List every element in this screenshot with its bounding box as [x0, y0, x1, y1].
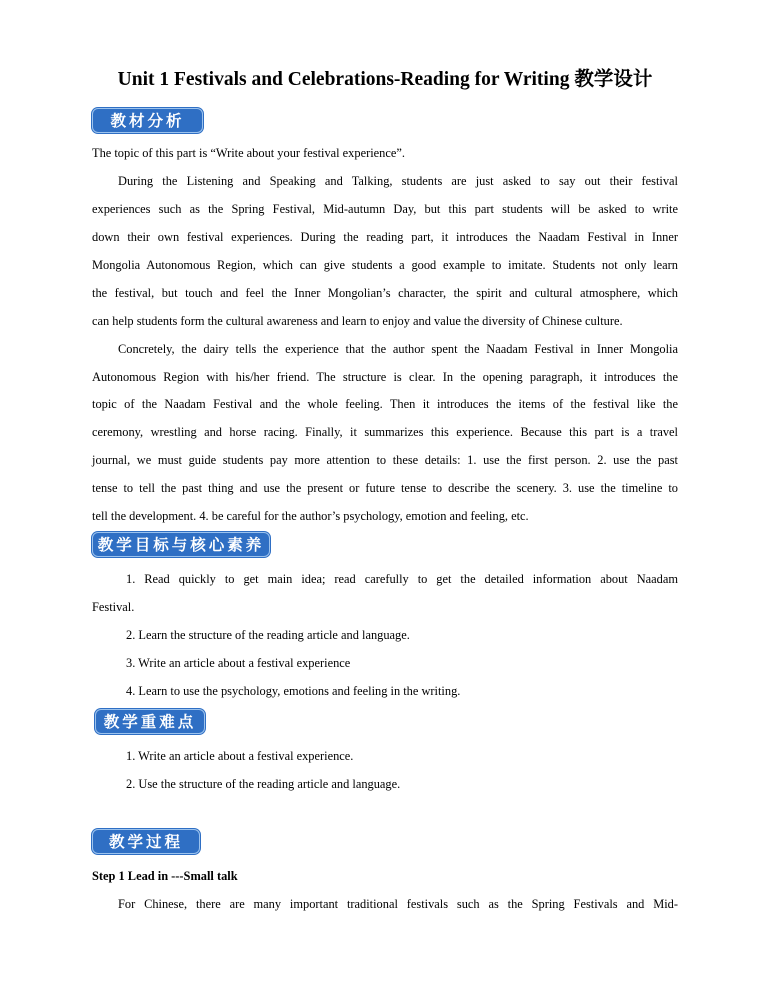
analysis-p1-line4: Mongolia Autonomous Region, which can give students a good example to imitate. Students not only learn	[92, 258, 678, 272]
analysis-p2-line3: topic of the Naadam Festival and the whole feeling. Then it introduces the items of the festival like the	[92, 397, 678, 411]
objective-item-1-line1: 1. Read quickly to get main idea; read carefully to get the detailed information about Naadam	[126, 572, 678, 586]
analysis-p2-line4: ceremony, wrestling and horse racing. Finally, it summarizes this experience. Because this part is a travel	[92, 425, 678, 439]
key-point-item-2: 2. Use the structure of the reading article and language.	[126, 777, 401, 791]
analysis-p2-line6: tense to tell the past thing and use the present or future tense to describe the scenery. 3. use the timeline to	[92, 481, 678, 495]
step1-title: Step 1 Lead in ---Small talk	[92, 869, 238, 883]
analysis-p2-line7: tell the development. 4. be careful for the author’s psychology, emotion and feeling, etc.	[92, 509, 529, 523]
key-point-item-1: 1. Write an article about a festival experience.	[126, 749, 354, 763]
analysis-p1-line6: can help students form the cultural awareness and learn to enjoy and value the diversity of Chinese culture.	[92, 314, 623, 328]
document-title: Unit 1 Festivals and Celebrations-Reading for Writing 教学设计	[117, 69, 653, 90]
analysis-p1-line5: the festival, but touch and feel the Inner Mongolian’s character, the spirit and cultural atmosphere, which	[92, 286, 678, 300]
section-badge-key-points: 教学重难点	[95, 709, 205, 734]
analysis-intro: The topic of this part is “Write about your festival experience”.	[92, 146, 405, 160]
section-badge-process: 教学过程	[92, 829, 200, 854]
objective-item-2: 2. Learn the structure of the reading article and language.	[126, 628, 410, 642]
objective-item-3: 3. Write an article about a festival experience	[126, 656, 351, 670]
step1-line1: For Chinese, there are many important traditional festivals such as the Spring Festivals and Mid-	[118, 897, 678, 911]
analysis-p2-line5: journal, we must guide students pay more attention to these details: 1. use the first person. 2. use the past	[92, 453, 678, 467]
objective-item-1-line2: Festival.	[92, 600, 135, 614]
analysis-p2-line2: Autonomous Region with his/her friend. The structure is clear. In the opening paragraph, it introduces the	[92, 370, 678, 384]
analysis-p1-line3: down their own festival experiences. During the reading part, it introduces the Naadam Festival in Inner	[92, 230, 678, 244]
section-badge-objectives: 教学目标与核心素养	[92, 532, 270, 557]
objective-item-4: 4. Learn to use the psychology, emotions and feeling in the writing.	[126, 684, 461, 698]
analysis-p1-line2: experiences such as the Spring Festival, Mid-autumn Day, but this part students will be asked to write	[92, 202, 678, 216]
section-badge-analysis: 教材分析	[92, 108, 203, 133]
analysis-p2-line1: Concretely, the dairy tells the experience that the author spent the Naadam Festival in Inner Mongolia	[118, 342, 678, 356]
analysis-p1-line1: During the Listening and Speaking and Talking, students are just asked to say out their festival	[118, 174, 678, 188]
